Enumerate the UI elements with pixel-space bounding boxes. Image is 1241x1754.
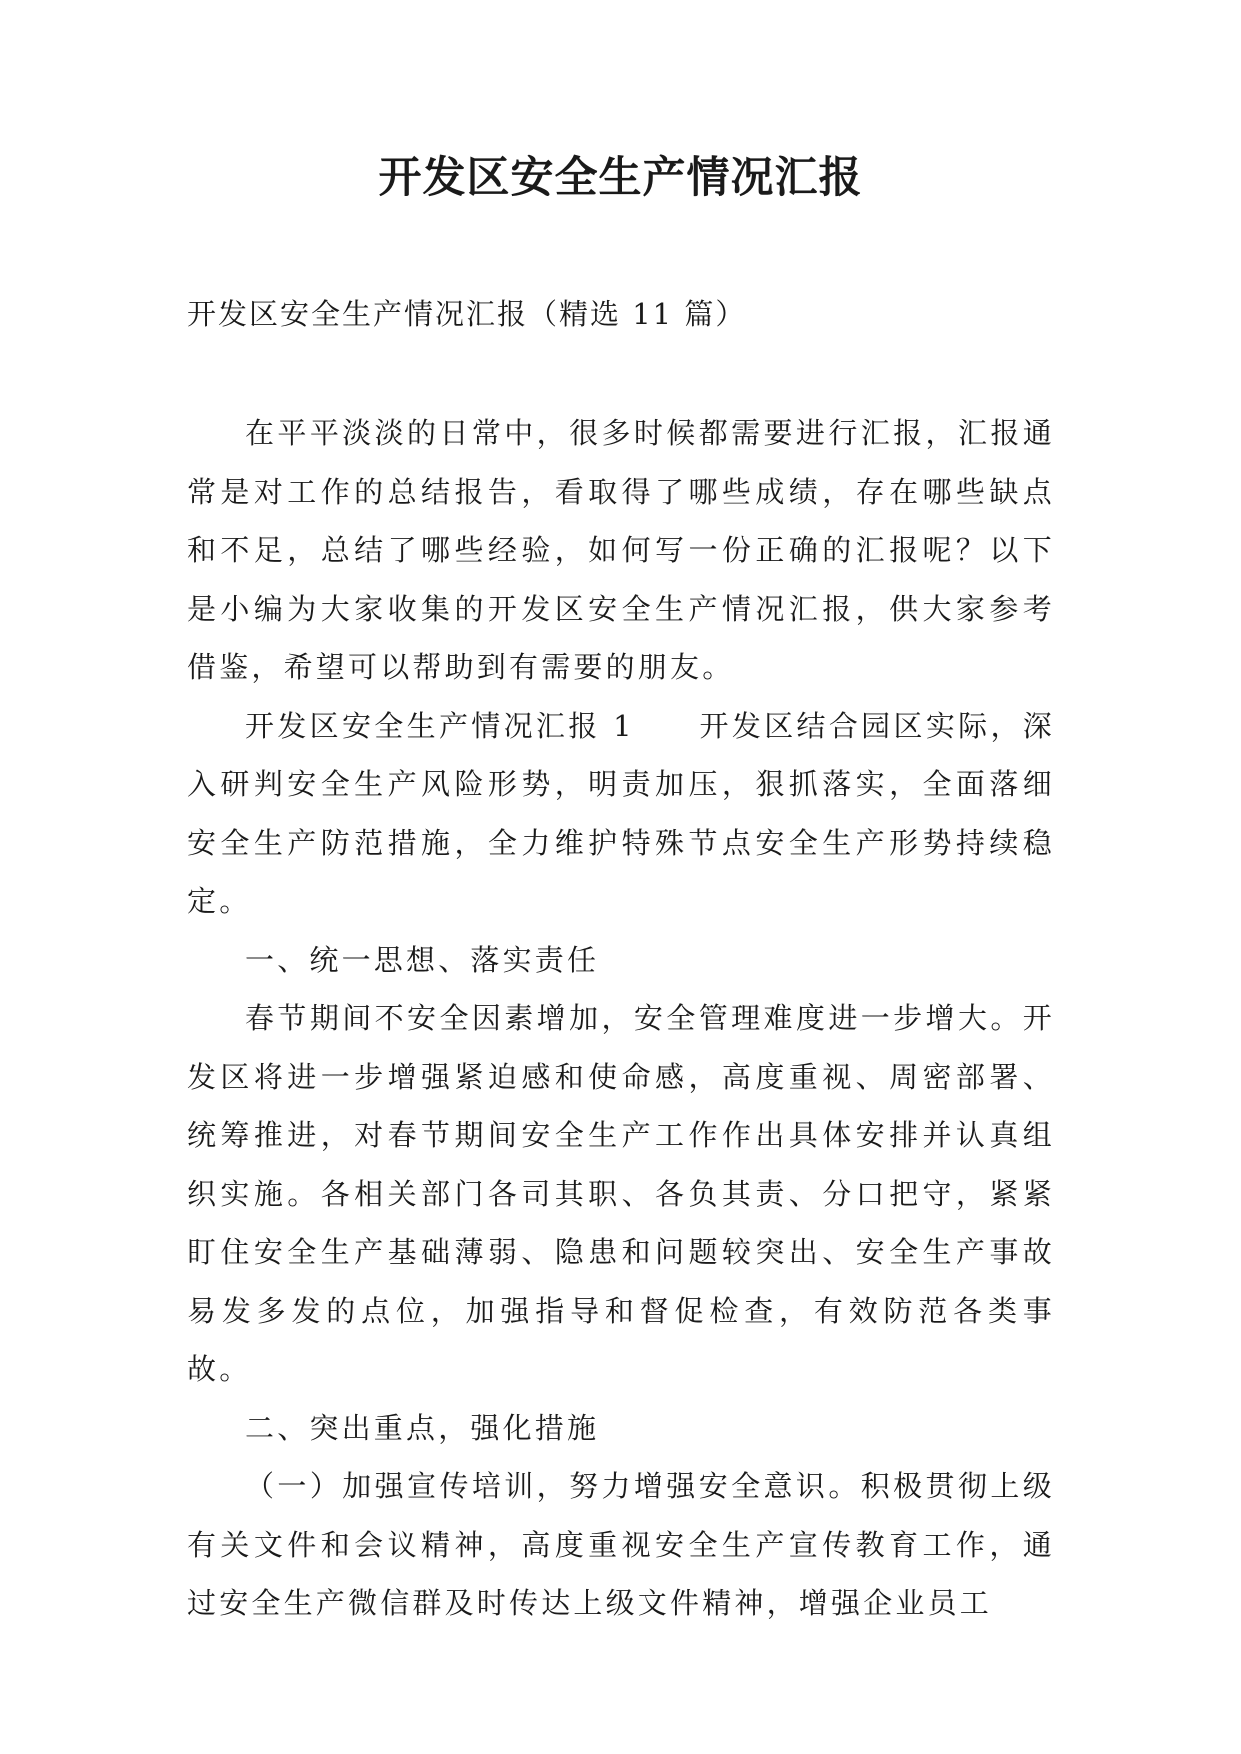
paragraph-training: （一）加强宣传培训，努力增强安全意识。积极贯彻上级有关文件和会议精神，高度重视安全生产宣传教育工作，通过安全生产微信群及时传达上级文件精神，增强企业员工 xyxy=(187,1469,1055,1620)
paragraph-intro: 在平平淡淡的日常中，很多时候都需要进行汇报，汇报通常是对工作的总结报告，看取得了哪些成绩，存在哪些缺点和不足，总结了哪些经验，如何写一份正确的汇报呢？以下是小编为大家收集的开发区安全生产情况汇报，供大家参考借鉴，希望可以帮助到有需要的朋友。 xyxy=(187,416,1055,684)
section-heading-1: 一、统一思想、落实责任 xyxy=(245,942,600,977)
document-body xyxy=(187,404,1055,1633)
paragraph-spring-festival: 春节期间不安全因素增加，安全管理难度进一步增大。开发区将进一步增强紧迫感和使命感，高度重视、周密部署、统筹推进，对春节期间安全生产工作作出具体安排并认真组织实施。各相关部门各司其职、各负其责、分口把守，紧紧盯住安全生产基础薄弱、隐患和问题较突出、安全生产事故易发多发的点位，加强指导和督促检查，有效防范各类事故。 xyxy=(187,1001,1055,1386)
document-subtitle: 开发区安全生产情况汇报（精选 11 篇） xyxy=(187,297,747,331)
section-heading-2: 二、突出重点，强化措施 xyxy=(245,1410,600,1445)
paragraph-report-1: 开发区安全生产情况汇报 1 开发区结合园区实际，深入研判安全生产风险形势，明责加压，狠抓落实，全面落细安全生产防范措施，全力维护特殊节点安全生产形势持续稳定。 xyxy=(187,708,1055,918)
document-title: 开发区安全生产情况汇报 xyxy=(378,153,863,203)
